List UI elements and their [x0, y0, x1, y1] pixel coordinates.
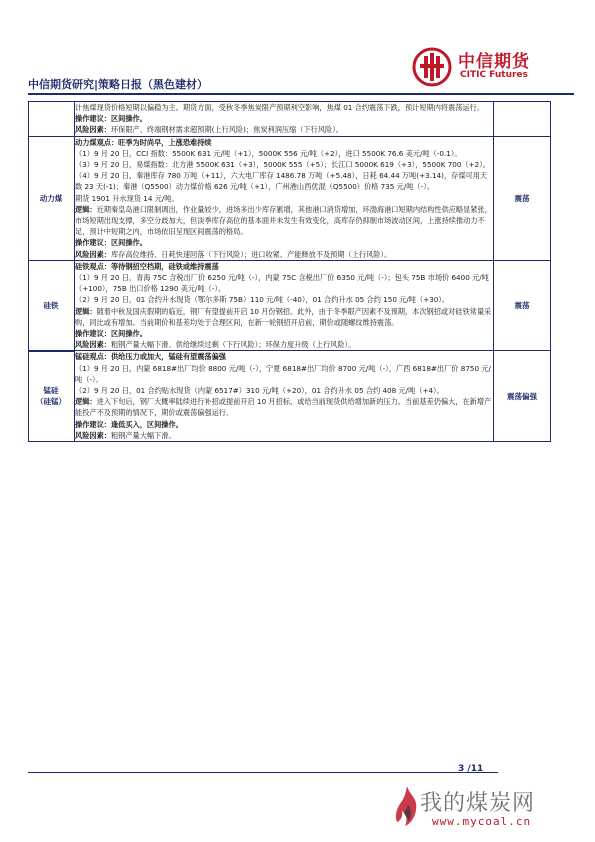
strategy-table — [74, 101, 551, 442]
line-text: 近期秦皇岛港口限制调出，作业量较少，进场多出少库存累增，其他港口消货增加，环渤海港口短期内结构性供应略显紧张，市场短期出现支撑，多空分歧加大，但淡季库存高位的基本面并未发生有效变化，高库存仍抑制市场波动区间，上涨持续推动力不足，预计中短期之内，市场依旧呈现区间震荡的格局。 — [75, 204, 492, 237]
section-name — [28, 385, 74, 407]
line-prefix: 逻辑： — [75, 306, 97, 316]
line-text: 计焦煤现货价格短期以偏稳为主。期货方面，受秋冬季焦炭限产预期利空影响，焦煤 01 合约震荡下跌，预计短期内将震荡运行。 — [75, 103, 485, 112]
line-text: 环保限产、终端钢材需求超预期(上行风险)；焦炭利润压缩（下行风险）。 — [110, 125, 343, 135]
table-row — [75, 136, 551, 260]
section-line — [75, 124, 493, 135]
section-name — [28, 193, 74, 204]
section-name-primary: 硅铁 — [43, 301, 59, 310]
section-line — [75, 272, 493, 294]
line-text: 粗钢产量大幅下滑、供给继续过剩（下行风险）；环保力度升级（上行风险）。 — [110, 340, 356, 350]
section-line — [75, 148, 493, 159]
line-text: 操作建议：逢低买入，区间操作。 — [75, 419, 183, 429]
page-current: 3 — [458, 764, 465, 774]
section-line — [75, 385, 493, 396]
section-line — [75, 249, 493, 260]
line-text: （2）9 月 20 日，01 合约升水现货（鄂尔多斯 75B）110 元/吨（-40），01 合约升水 05 合约 150 元/吨（+30）。 — [75, 295, 450, 305]
section-line — [75, 193, 493, 204]
table-row — [75, 351, 551, 442]
section-line — [75, 159, 493, 170]
table-row — [75, 260, 551, 351]
section-line — [75, 137, 493, 148]
flame-icon — [392, 784, 422, 828]
section-line — [75, 102, 493, 113]
logo-text-en: CITIC Futures — [460, 70, 528, 80]
section-line — [75, 261, 493, 272]
citic-logo-icon — [412, 47, 452, 87]
section-view — [494, 102, 551, 137]
section-name-primary: 锰硅 — [43, 385, 59, 395]
line-prefix: 逻辑： — [75, 204, 97, 214]
page-total: /11 — [467, 764, 484, 774]
section-name-cell — [28, 101, 74, 137]
line-text: 随着中秋及国庆假期的临近，钢厂有望提前开启 10 月份钢招。此外，由于冬季限产因素不及预期，本次钢招或对硅铁常量采购，同比或有增加。当前期价和基差均处于合理区间，在新一轮钢招开启前，期价或随螺纹维持震荡。 — [75, 306, 492, 327]
section-name-primary: 动力煤 — [39, 193, 63, 203]
section-body — [75, 351, 494, 442]
section-line — [75, 204, 493, 238]
section-line — [75, 351, 493, 362]
section-line — [75, 339, 493, 350]
table-row — [75, 102, 551, 137]
section-view: 震荡偏强 — [494, 351, 551, 442]
line-text: （3）9 月 20 日，易煤指数：北方港 5500K 631（+3），5000K 555（+5）；长江口 5000K 619（+3），5500K 700（+2）。 — [75, 160, 490, 170]
line-text: 操作建议：区间操作。 — [75, 114, 147, 124]
line-text: （1）9 月 20 日，青海 75C 含税出厂价 6250 元/吨（-），内蒙 75C 含税出厂价 6350 元/吨（-）；包头 75B 市场价 6400 元/吨（+100），75B 出口价格 1290 美元/吨（-）。 — [75, 273, 489, 294]
line-text: （4）9 月 20 日，秦港库存 780 万吨（+11），六大电厂库存 1486.78 万吨（+5.48），日耗 64.44 万吨(+3.14)，存煤可用天数 23 天(-1)；秦港（Q5500）动力煤价格 626 元/吨（+1），广州港山西优混（Q5500）价格 735 元/吨（-）。 — [75, 171, 488, 192]
line-text: 库存高位维持、日耗快速回落（下行风险）；进口收紧、产能释放不及预期（上行风险）。 — [110, 249, 392, 259]
line-text: 锰硅观点：供给压力或加大，锰硅有望震荡偏强 — [75, 352, 226, 362]
line-text: （1）9 月 20 日，内蒙 6818#出厂均价 8800 元/吨（-），宁夏 6818#出厂均价 8700 元/吨（-），广西 6818#出厂价 8750 元/吨（-）。 — [75, 363, 491, 384]
section-line — [75, 306, 493, 328]
watermark-site-name: 我的煤炭网 — [420, 791, 536, 816]
section-line — [75, 328, 493, 339]
line-text: 进入下旬后，钢厂大概率陆续进行补招或提前开启 10 月招标，或给当前现货供给增加新的压力。当前基差仍偏大，在新增产能投产不及预期的情况下，期价或震荡偏强运行。 — [75, 397, 492, 418]
line-text: 操作建议：区间操作。 — [75, 329, 147, 339]
line-text: 硅铁观点：等待钢招空档期，硅铁或维持震荡 — [75, 261, 219, 271]
section-view: 震荡 — [494, 136, 551, 260]
line-prefix: 风险因素： — [75, 430, 111, 440]
line-prefix: 风险因素： — [75, 249, 111, 259]
line-text: （2）9 月 20 日，01 合约贴水现货（内蒙 6517#）310 元/吨（+20），01 合约升水 05 合约 408 元/吨（+4）。 — [75, 386, 444, 396]
header-rule — [28, 93, 574, 95]
line-text: 操作建议：区间操作。 — [75, 238, 147, 248]
footer-rule — [28, 772, 498, 773]
page-title: 中信期货研究|策略日报（黑色建材） — [28, 78, 209, 91]
section-name — [28, 300, 74, 311]
watermark-url: www.mycoal.cn — [432, 815, 532, 828]
section-line — [75, 113, 493, 124]
line-text: 动力煤观点：旺季为时尚早，上涨恐难持续 — [75, 137, 212, 147]
section-line — [75, 170, 493, 192]
line-prefix: 风险因素： — [75, 340, 111, 350]
citic-futures-logo — [412, 45, 572, 89]
line-text: 粗钢产量大幅下滑。 — [110, 430, 176, 440]
line-prefix: 逻辑： — [75, 397, 97, 407]
section-line — [75, 419, 493, 430]
section-line — [75, 396, 493, 418]
page-number — [458, 764, 483, 774]
line-text: （1）9 月 20 日，CCI 指数：5500K 631 元/吨（+1），5000K 556 元/吨（+2），进口 5500K 76.6 美元/吨（-0.1）。 — [75, 148, 462, 158]
section-body — [75, 102, 494, 137]
section-name-secondary: （硅锰） — [36, 396, 66, 406]
section-line — [75, 363, 493, 385]
line-text: 期货 1901 升水现货 14 元/吨。 — [75, 193, 179, 203]
line-prefix: 风险因素： — [75, 125, 111, 135]
section-body — [75, 260, 494, 351]
section-view: 震荡 — [494, 260, 551, 351]
section-line — [75, 237, 493, 248]
section-line — [75, 294, 493, 305]
logo-text-zh: 中信期货 — [458, 52, 530, 72]
section-line — [75, 430, 493, 441]
section-body — [75, 136, 494, 260]
